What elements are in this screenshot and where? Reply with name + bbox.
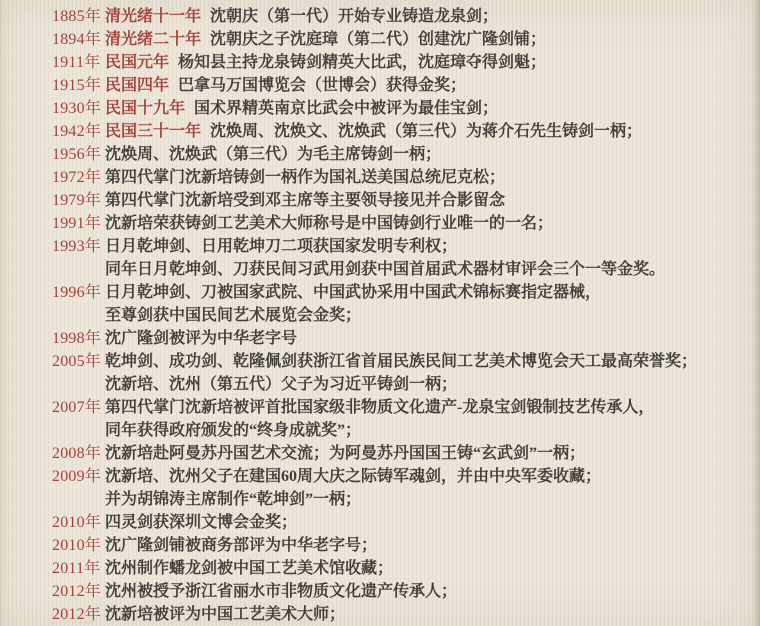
timeline-row-continuation bbox=[52, 419, 760, 442]
event-text: 沈州制作蟠龙剑被中国工艺美术馆收藏； bbox=[105, 560, 394, 577]
event-text: 沈广隆剑被评为中华老字号 bbox=[105, 330, 298, 347]
year-label: 1956年 bbox=[52, 146, 102, 163]
timeline-row bbox=[52, 396, 760, 419]
year-label: 2012年 bbox=[52, 606, 102, 623]
timeline-row bbox=[52, 465, 760, 488]
timeline-row bbox=[52, 603, 760, 626]
event-text: 沈新培被评为中国工艺美术大师； bbox=[105, 606, 346, 623]
timeline-row bbox=[52, 143, 760, 166]
event-text: 日月乾坤剑、刀被国家武院、中国武协采用中国武术锦标赛指定器械， bbox=[105, 284, 602, 301]
timeline-row-continuation bbox=[52, 488, 760, 511]
timeline-row bbox=[52, 5, 760, 28]
year-label: 1996年 bbox=[52, 284, 102, 301]
year-label: 1885年 bbox=[52, 8, 102, 25]
event-text: 巴拿马万国博览会（世博会）获得金奖； bbox=[178, 77, 467, 94]
timeline-row bbox=[52, 120, 760, 143]
year-label: 2007年 bbox=[52, 399, 102, 416]
era-label: 民国元年 bbox=[105, 54, 170, 71]
timeline-row bbox=[52, 580, 760, 603]
event-text: 至尊剑获中国民间艺术展览会金奖； bbox=[105, 307, 362, 324]
timeline-row bbox=[52, 74, 760, 97]
event-text: 沈焕周、沈焕文、沈焕武（第三代）为蒋介石先生铸剑一柄； bbox=[210, 123, 643, 140]
era-label: 民国四年 bbox=[105, 77, 170, 94]
timeline-row bbox=[52, 189, 760, 212]
event-text: 同年获得政府颁发的“终身成就奖”； bbox=[105, 422, 362, 439]
timeline-row-continuation bbox=[52, 258, 760, 281]
year-label: 2009年 bbox=[52, 468, 102, 485]
event-text: 沈新培赴阿曼苏丹国艺术交流；为阿曼苏丹国国王铸“玄武剑”一柄； bbox=[105, 445, 586, 462]
event-text: 沈广隆剑铺被商务部评为中华老字号； bbox=[105, 537, 378, 554]
year-label: 1894年 bbox=[52, 31, 102, 48]
era-label: 民国三十一年 bbox=[105, 123, 202, 140]
event-text: 沈新培、沈州父子在建国60周大庆之际铸军魂剑，并由中央军委收藏； bbox=[105, 468, 602, 485]
era-label: 清光绪十一年 bbox=[105, 8, 202, 25]
event-text: 沈新培荣获铸剑工艺美术大师称号是中国铸剑行业唯一的一名； bbox=[105, 215, 554, 232]
timeline-row-continuation bbox=[52, 304, 760, 327]
event-text: 并为胡锦涛主席制作“乾坤剑”一柄； bbox=[105, 491, 362, 508]
timeline-row bbox=[52, 28, 760, 51]
event-text: 国术界精英南京比武会中被评为最佳宝剑； bbox=[194, 100, 499, 117]
year-label: 2010年 bbox=[52, 537, 102, 554]
year-label: 1993年 bbox=[52, 238, 102, 255]
year-label: 1998年 bbox=[52, 330, 102, 347]
event-text: 沈朝庆之子沈庭璋（第二代）创建沈广隆剑铺； bbox=[210, 31, 547, 48]
timeline-row bbox=[52, 557, 760, 580]
year-label: 1991年 bbox=[52, 215, 102, 232]
year-label: 2008年 bbox=[52, 445, 102, 462]
year-label: 1915年 bbox=[52, 77, 102, 94]
year-label: 2010年 bbox=[52, 514, 102, 531]
event-text: 同年日月乾坤剑、刀获民间习武用剑获中国首届武术器材审评会三个一等金奖。 bbox=[105, 261, 666, 278]
year-label: 1911年 bbox=[52, 54, 101, 71]
timeline-row bbox=[52, 166, 760, 189]
era-label: 清光绪二十年 bbox=[105, 31, 202, 48]
event-text: 杨知县主持龙泉铸剑精英大比武，沈庭璋夺得剑魁； bbox=[178, 54, 547, 71]
timeline-row bbox=[52, 281, 760, 304]
event-text: 沈州被授予浙江省丽水市非物质文化遗产传承人； bbox=[105, 583, 458, 600]
timeline-row bbox=[52, 442, 760, 465]
event-text: 沈朝庆（第一代）开始专业铸造龙泉剑； bbox=[210, 8, 499, 25]
timeline-row bbox=[52, 327, 760, 350]
year-label: 2012年 bbox=[52, 583, 102, 600]
event-text: 四灵剑获深圳文博会金奖； bbox=[105, 514, 298, 531]
year-label: 1930年 bbox=[52, 100, 102, 117]
timeline-row bbox=[52, 235, 760, 258]
timeline-row bbox=[52, 212, 760, 235]
timeline-row bbox=[52, 511, 760, 534]
timeline-row bbox=[52, 97, 760, 120]
event-text: 日月乾坤剑、日用乾坤刀二项获国家发明专利权； bbox=[105, 238, 458, 255]
year-label: 2011年 bbox=[52, 560, 101, 577]
event-text: 第四代掌门沈新培铸剑一柄作为国礼送美国总统尼克松； bbox=[105, 169, 506, 186]
timeline-row bbox=[52, 534, 760, 557]
timeline-row bbox=[52, 350, 760, 373]
event-text: 第四代掌门沈新培被评首批国家级非物质文化遗产-龙泉宝剑锻制技艺传承人， bbox=[105, 399, 655, 416]
year-label: 2005年 bbox=[52, 353, 102, 370]
year-label: 1979年 bbox=[52, 192, 102, 209]
timeline-row bbox=[52, 51, 760, 74]
era-label: 民国十九年 bbox=[105, 100, 186, 117]
event-text: 沈新培、沈州（第五代）父子为习近平铸剑一柄； bbox=[105, 376, 458, 393]
event-text: 沈焕周、沈焕武（第三代）为毛主席铸剑一柄； bbox=[105, 146, 442, 163]
event-text: 第四代掌门沈新培受到邓主席等主要领导接见并合影留念 bbox=[105, 192, 506, 209]
year-label: 1942年 bbox=[52, 123, 102, 140]
year-label: 1972年 bbox=[52, 169, 102, 186]
event-text: 乾坤剑、成功剑、乾隆佩剑获浙江省首届民族民间工艺美术博览会天工最高荣誉奖； bbox=[105, 353, 698, 370]
timeline-row-continuation bbox=[52, 373, 760, 396]
